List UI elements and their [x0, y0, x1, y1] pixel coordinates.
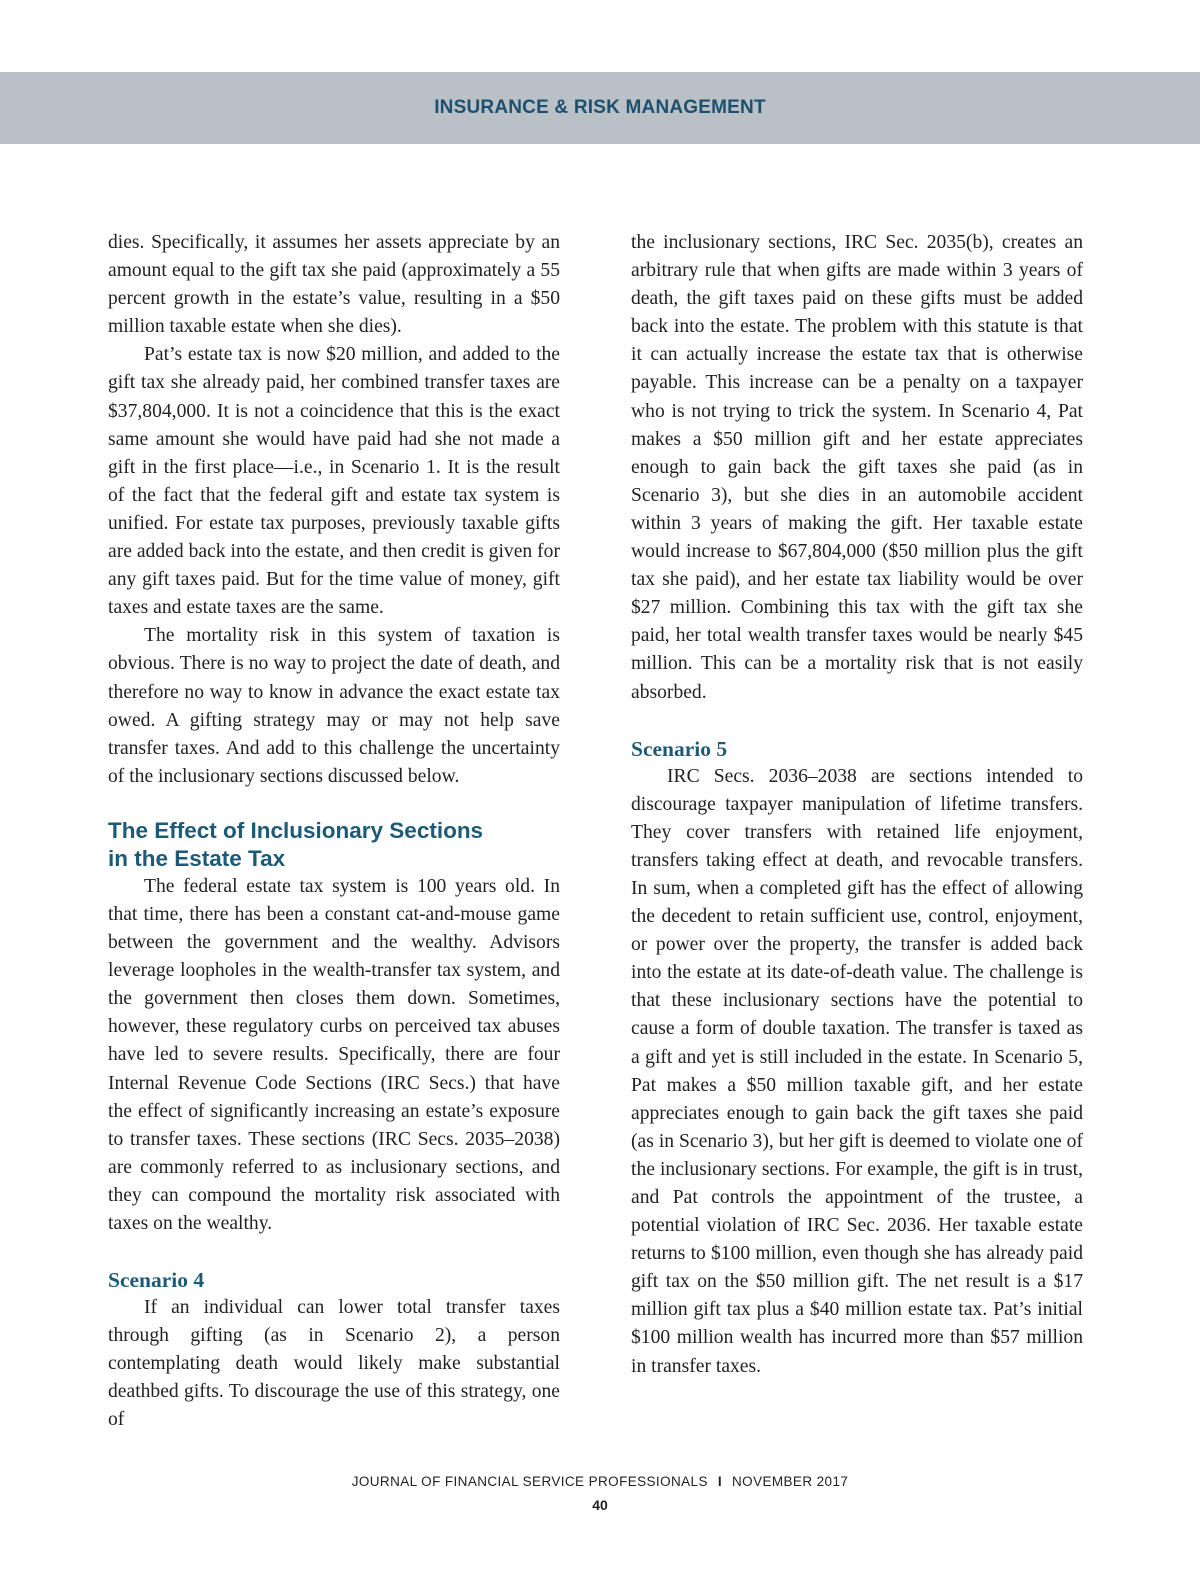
scenario-4-heading: Scenario 4 — [108, 1268, 205, 1293]
paragraph: IRC Secs. 2036–2038 are sections intended to discourage taxpayer manipulation of lifetime transfers. They cover transfers with retained life enjoyment, transfers taking effect at death, and revocable transfers. In sum, when a completed gift has the effect of allowing the decedent to retain sufficient use, control, enjoyment, or power over the property, the transfer is added back into the estate at its date-of-death value. The challenge is that these inclusionary sections have the potential to cause a form of double taxation. The transfer is taxed as a gift and yet is still included in the estate. In Scenario 5, Pat makes a $50 million taxable gift, and her estate appreciates enough to gain back the gift taxes she paid (as in Scenario 3), but her gift is deemed to violate one of the inclusionary sections. For example, the gift is in trust, and Pat controls the appointment of the trustee, a potential violation of IRC Sec. 2036. Her taxable estate returns to $100 million, even though she has already paid gift tax on the $50 million gift. The net result is a $17 million gift tax plus a $40 million estate tax. Pat’s initial $100 million wealth has incurred more than $57 million in transfer taxes. — [631, 765, 1083, 1377]
left-column — [108, 229, 560, 1435]
issue-date: NOVEMBER 2017 — [732, 1474, 849, 1489]
section-header-band — [0, 72, 1200, 144]
paragraph: The mortality risk in this system of taxation is obvious. There is no way to project the date of death, and therefore no way to know in advance the exact estate tax owed. A gifting strategy may or may not help save transfer taxes. And add to this challenge the uncertainty of the inclusionary sections discussed below. — [108, 625, 560, 787]
page-number: 40 — [592, 1497, 608, 1513]
paragraph: If an individual can lower total transfer taxes through gifting (as in Scenario 2), a person contemplating death would likely make substantial deathbed gifts. To discourage the use of this strategy, one of — [108, 1297, 560, 1431]
page-footer — [0, 1473, 1200, 1513]
footer-separator: I — [717, 1474, 723, 1489]
section-label: INSURANCE & RISK MANAGEMENT — [434, 97, 766, 118]
scenario-5-heading: Scenario 5 — [631, 736, 728, 761]
paragraph: the inclusionary sections, IRC Sec. 2035(b), creates an arbitrary rule that when gifts are made within 3 years of death, the gift taxes paid on these gifts must be added back into the estate. The problem with this statute is that it can actually increase the estate tax that is otherwise payable. This increase can be a penalty on a taxpayer who is not trying to trick the system. In Scenario 4, Pat makes a $50 million gift and her estate appreciates enough to gain back the gift taxes she paid (as in Scenario 3), but she dies in an automobile accident within 3 years of making the gift. Her taxable estate would increase to $67,804,000 ($50 million plus the gift tax she paid), and her estate tax liability would be over $27 million. Combining this tax with the gift tax she paid, her total wealth transfer taxes would be nearly $45 million. This can be a mortality risk that is not easily absorbed. — [631, 232, 1083, 703]
section-heading-line: in the Estate Tax — [108, 845, 286, 871]
journal-name: JOURNAL OF FINANCIAL SERVICE PROFESSIONALS — [351, 1474, 708, 1489]
paragraph: The federal estate tax system is 100 years old. In that time, there has been a constant cat-and-mouse game between the government and the wealthy. Advisors leverage loopholes in the wealth-transfer tax system, and the government then closes them down. Sometimes, however, these regulatory curbs on perceived tax abuses have led to severe results. Specifically, there are four Internal Revenue Code Sections (IRC Secs.) that have the effect of significantly increasing an estate’s exposure to transfer taxes. These sections (IRC Secs. 2035–2038) are commonly referred to as inclusionary sections, and they can compound the mortality risk associated with taxes on the wealthy. — [108, 875, 560, 1234]
section-heading — [108, 817, 560, 873]
paragraph: dies. Specifically, it assumes her assets appreciate by an amount equal to the gift tax she paid (approximately a 55 percent growth in the estate’s value, resulting in a $50 million taxable estate when she dies). — [108, 232, 560, 338]
section-heading-line: The Effect of Inclusionary Sections — [108, 817, 484, 843]
paragraph: Pat’s estate tax is now $20 million, and added to the gift tax she already paid, her combined transfer taxes are $37,804,000. It is not a coincidence that this is the exact same amount she would have paid had she not made a gift in the first place—i.e., in Scenario 1. It is the result of the fact that the federal gift and estate tax system is unified. For estate tax purposes, previously taxable gifts are added back into the estate, and then credit is given for any gift taxes paid. But for the time value of money, gift taxes and estate taxes are the same. — [108, 344, 560, 619]
right-column — [631, 229, 1083, 1381]
